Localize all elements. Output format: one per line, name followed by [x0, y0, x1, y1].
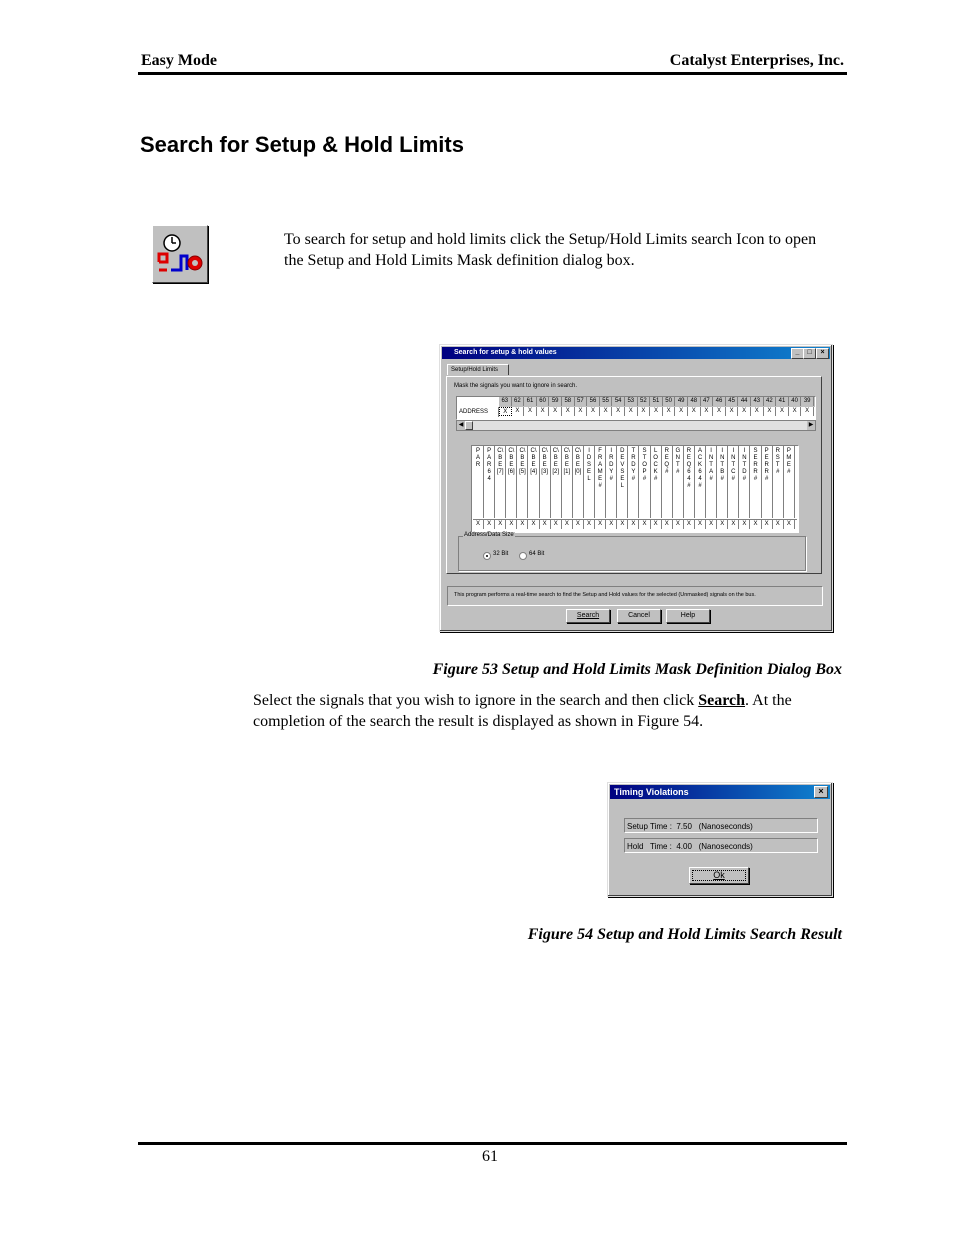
- address-mask-cell[interactable]: X: [738, 407, 751, 416]
- signal-mask-cell[interactable]: X: [573, 520, 584, 529]
- signal-grid: [471, 445, 799, 533]
- setup-hold-dialog: [439, 344, 833, 632]
- address-mask-cell[interactable]: X: [726, 407, 739, 416]
- ok-button[interactable]: Ok: [689, 867, 749, 884]
- signal-mask-cell[interactable]: X: [684, 520, 695, 529]
- bit-number-cell: 49: [675, 397, 688, 406]
- signal-header-cell: I N T D #: [739, 446, 750, 518]
- bit-number-cell: 44: [738, 397, 751, 406]
- signal-mask-cell[interactable]: X: [728, 520, 739, 529]
- address-mask-cell[interactable]: X: [688, 407, 701, 416]
- bit-number-cell: 46: [713, 397, 726, 406]
- signal-header-cell: D E V S E L: [617, 446, 628, 518]
- signal-header-cell: P E R R #: [762, 446, 773, 518]
- bit-number-cell: 43: [751, 397, 764, 406]
- page-number: 61: [482, 1148, 498, 1165]
- signal-mask-cell[interactable]: X: [517, 520, 528, 529]
- address-mask-cell[interactable]: X: [801, 407, 814, 416]
- signal-header-cell: P M E #: [784, 446, 795, 518]
- signal-header-cell: I N T A #: [706, 446, 717, 518]
- bit-number-cell: 40: [789, 397, 802, 406]
- footer-rule: [138, 1142, 847, 1145]
- signal-value-row: [473, 519, 797, 530]
- bit-number-row: [499, 397, 815, 407]
- address-mask-cell[interactable]: X: [650, 407, 663, 416]
- address-mask-cell[interactable]: X: [537, 407, 550, 416]
- address-mask-cell[interactable]: X: [675, 407, 688, 416]
- address-mask-cell[interactable]: X: [713, 407, 726, 416]
- signal-header-cell: R E Q 6 4 #: [684, 446, 695, 518]
- signal-header-cell: T R D Y #: [628, 446, 639, 518]
- signal-mask-cell[interactable]: X: [717, 520, 728, 529]
- figure-54-caption: Figure 54 Setup and Hold Limits Search Result: [527, 926, 842, 943]
- signal-header-cell: C\ B E [4]: [529, 446, 540, 518]
- signal-mask-cell[interactable]: X: [739, 520, 750, 529]
- bit-number-cell: 47: [701, 397, 714, 406]
- timing-titlebar: [610, 785, 830, 799]
- body-text-a: Select the signals that you wish to ignore in the search and then click: [253, 692, 699, 709]
- signal-mask-cell[interactable]: X: [617, 520, 628, 529]
- address-mask-cell[interactable]: X: [663, 407, 676, 416]
- radio-32-label: 32 Bit: [493, 551, 509, 557]
- intro-paragraph: To search for setup and hold limits click the Setup/Hold Limits search Icon to open the Setup and Hold Limits Mask definition dialog box.: [284, 231, 817, 269]
- bit-number-cell: 55: [600, 397, 613, 406]
- close-button[interactable]: ×: [814, 786, 828, 798]
- bit-number-cell: 56: [587, 397, 600, 406]
- signal-mask-cell[interactable]: X: [628, 520, 639, 529]
- header-right: Catalyst Enterprises, Inc.: [669, 52, 844, 69]
- signal-mask-cell[interactable]: X: [595, 520, 606, 529]
- signal-mask-cell[interactable]: X: [762, 520, 773, 529]
- signal-header-cell: I D S E L: [584, 446, 595, 518]
- signal-header-cell: C\ B E [1]: [562, 446, 573, 518]
- address-mask-cell[interactable]: X: [587, 407, 600, 416]
- address-mask-cell[interactable]: X: [625, 407, 638, 416]
- status-text: This program performs a real-time search to find the Setup and Hold values for the selected (Unmasked) signals on the bus.: [454, 592, 756, 598]
- address-mask-cell[interactable]: X: [549, 407, 562, 416]
- signal-header-row: [473, 446, 797, 518]
- address-mask-cell[interactable]: X: [562, 407, 575, 416]
- signal-header-cell: C\ B E [0]: [573, 446, 584, 518]
- bit-number-cell: 51: [650, 397, 663, 406]
- setup-hold-limits-icon[interactable]: [152, 225, 208, 283]
- address-mask-cell[interactable]: X: [575, 407, 588, 416]
- address-mask-cell[interactable]: X: [638, 407, 651, 416]
- address-mask-cell[interactable]: X: [776, 407, 789, 416]
- signal-header-cell: C\ B E [3]: [540, 446, 551, 518]
- signal-header-cell: R S T #: [773, 446, 784, 518]
- address-mask-cell[interactable]: X: [764, 407, 777, 416]
- signal-mask-cell[interactable]: X: [606, 520, 617, 529]
- bit-number-cell: 59: [549, 397, 562, 406]
- cancel-button[interactable]: Cancel: [617, 609, 661, 623]
- bit-number-cell: 42: [764, 397, 777, 406]
- figure-53-caption: Figure 53 Setup and Hold Limits Mask Definition Dialog Box: [432, 661, 842, 678]
- bit-number-cell: 41: [776, 397, 789, 406]
- signal-mask-cell[interactable]: X: [484, 520, 495, 529]
- address-grid: [456, 396, 816, 420]
- section-title: Search for Setup & Hold Limits: [140, 132, 464, 157]
- signal-header-cell: A C K 6 4 #: [695, 446, 706, 518]
- signal-mask-cell[interactable]: X: [662, 520, 673, 529]
- signal-mask-cell[interactable]: X: [540, 520, 551, 529]
- signal-mask-cell[interactable]: X: [506, 520, 517, 529]
- address-mask-cell[interactable]: X: [701, 407, 714, 416]
- signal-header-cell: F R A M E #: [595, 446, 606, 518]
- signal-mask-cell[interactable]: X: [584, 520, 595, 529]
- scroll-right-arrow-icon[interactable]: ▶: [808, 422, 814, 428]
- header-left: Easy Mode: [141, 52, 217, 69]
- timing-violations-dialog: [607, 782, 833, 897]
- radio-64-label: 64 Bit: [529, 551, 545, 557]
- maximize-button[interactable]: □: [803, 348, 816, 359]
- address-mask-cell[interactable]: X: [612, 407, 625, 416]
- bit-number-cell: 57: [575, 397, 588, 406]
- address-mask-cell[interactable]: X: [499, 407, 512, 416]
- signal-header-cell: I N T C #: [728, 446, 739, 518]
- signal-mask-cell[interactable]: X: [751, 520, 762, 529]
- scroll-thumb[interactable]: [465, 421, 473, 430]
- dialog-title: Search for setup & hold values: [454, 349, 557, 356]
- signal-mask-cell[interactable]: X: [651, 520, 662, 529]
- signal-header-cell: P A R: [473, 446, 484, 518]
- signal-mask-cell[interactable]: X: [473, 520, 484, 529]
- signal-header-cell: C\ B E [5]: [517, 446, 528, 518]
- signal-header-cell: S E R R #: [751, 446, 762, 518]
- radio-64-bit[interactable]: [519, 552, 527, 560]
- bit-number-cell: 62: [512, 397, 525, 406]
- help-button[interactable]: Help: [666, 609, 710, 623]
- group-label: Address/Data Size: [464, 532, 514, 538]
- address-mask-cell[interactable]: X: [751, 407, 764, 416]
- bit-number-cell: 50: [663, 397, 676, 406]
- signal-mask-cell[interactable]: X: [784, 520, 795, 529]
- bit-number-cell: 58: [562, 397, 575, 406]
- address-row-label: ADDRESS: [457, 407, 499, 417]
- search-button[interactable]: Search: [566, 609, 610, 623]
- signal-header-cell: C\ B E [2]: [551, 446, 562, 518]
- scroll-left-arrow-icon[interactable]: ◀: [458, 422, 464, 428]
- bit-number-cell: 52: [638, 397, 651, 406]
- close-button[interactable]: ×: [816, 348, 829, 359]
- body-paragraph: [253, 690, 841, 732]
- signal-header-cell: R E Q #: [662, 446, 673, 518]
- setup-time-field: Setup Time : 7.50 (Nanoseconds): [624, 818, 818, 833]
- mask-instruction: Mask the signals you want to ignore in search.: [454, 383, 578, 389]
- signal-header-cell: C\ B E [6]: [506, 446, 517, 518]
- signal-mask-cell[interactable]: X: [706, 520, 717, 529]
- bit-number-cell: 54: [612, 397, 625, 406]
- signal-header-cell: C\ B E [7]: [495, 446, 506, 518]
- address-mask-cell[interactable]: X: [512, 407, 525, 416]
- address-data-size-group: [458, 532, 806, 571]
- status-panel: [447, 586, 823, 606]
- signal-header-cell: I R D Y #: [606, 446, 617, 518]
- tab-panel: [446, 376, 822, 574]
- timing-title: Timing Violations: [614, 787, 689, 797]
- signal-header-cell: G N T #: [673, 446, 684, 518]
- bit-number-cell: 63: [499, 397, 512, 406]
- signal-mask-cell[interactable]: X: [495, 520, 506, 529]
- signal-mask-cell[interactable]: X: [562, 520, 573, 529]
- signal-mask-cell[interactable]: X: [695, 520, 706, 529]
- signal-mask-cell[interactable]: X: [640, 520, 651, 529]
- address-value-row: [499, 407, 815, 417]
- signal-header-cell: S T O P #: [640, 446, 651, 518]
- bit-number-cell: 60: [537, 397, 550, 406]
- dialog-titlebar: [442, 347, 830, 359]
- address-mask-cell[interactable]: X: [789, 407, 802, 416]
- body-text-b: . At the completion of the search the result is displayed as shown in Figure 54.: [253, 692, 792, 730]
- signal-header-cell: I N T B #: [717, 446, 728, 518]
- signal-mask-cell[interactable]: X: [529, 520, 540, 529]
- signal-header-cell: P A R 6 4: [484, 446, 495, 518]
- body-text-search: Search: [698, 692, 746, 709]
- bit-number-cell: 61: [524, 397, 537, 406]
- bit-number-cell: 53: [625, 397, 638, 406]
- signal-mask-cell[interactable]: X: [551, 520, 562, 529]
- address-mask-cell[interactable]: X: [524, 407, 537, 416]
- address-mask-cell[interactable]: X: [600, 407, 613, 416]
- header-rule: [138, 72, 847, 75]
- bit-number-cell: 45: [726, 397, 739, 406]
- signal-header-cell: L O C K #: [651, 446, 662, 518]
- radio-32-bit[interactable]: [483, 552, 491, 560]
- bit-number-cell: 39: [801, 397, 814, 406]
- horizontal-scrollbar[interactable]: [456, 420, 816, 431]
- tab-setup-hold-limits[interactable]: Setup/Hold Limits: [447, 364, 509, 375]
- bit-number-cell: 48: [688, 397, 701, 406]
- minimize-button[interactable]: _: [791, 348, 804, 359]
- signal-mask-cell[interactable]: X: [773, 520, 784, 529]
- hold-time-field: Hold Time : 4.00 (Nanoseconds): [624, 838, 818, 853]
- signal-mask-cell[interactable]: X: [673, 520, 684, 529]
